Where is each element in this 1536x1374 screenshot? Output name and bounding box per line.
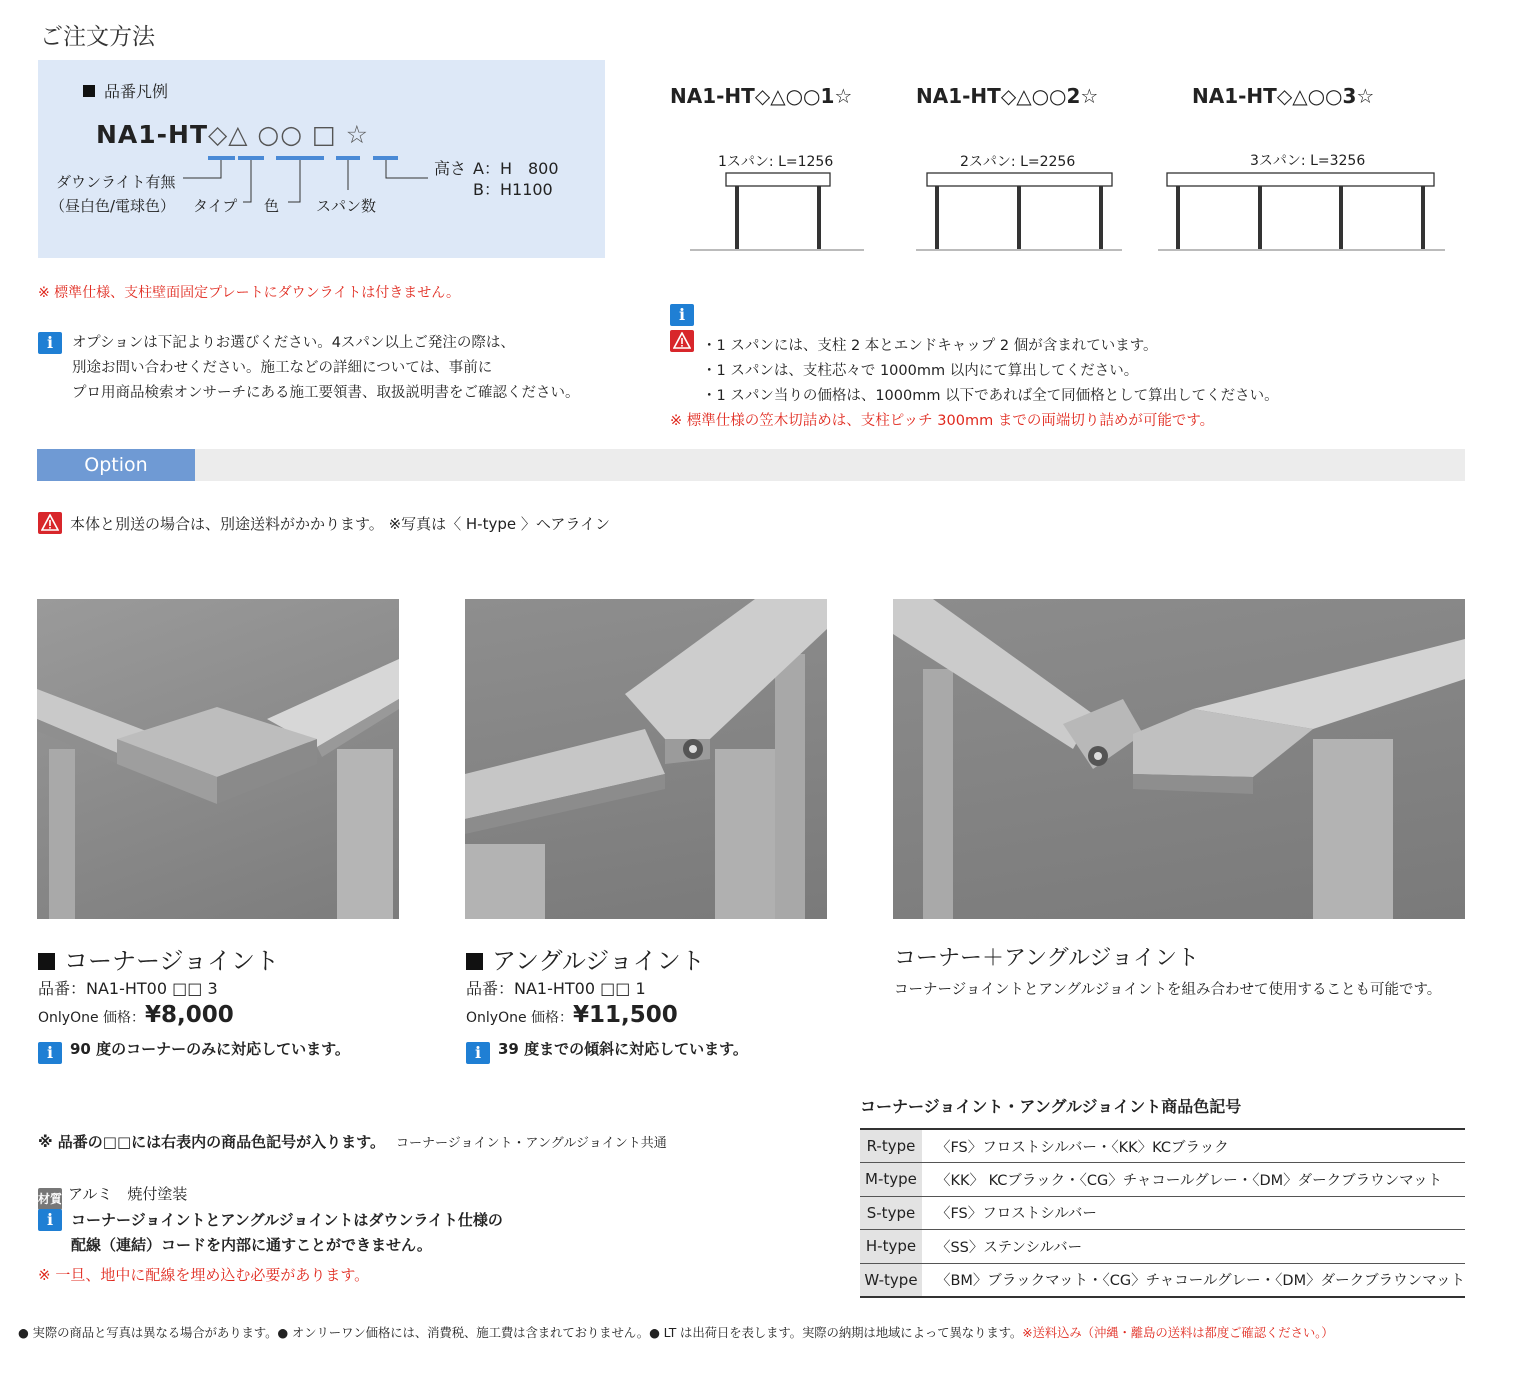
span-label-1: 1スパン: L=1256: [718, 154, 834, 170]
cord-note: ※ 一旦、地中に配線を埋め込む必要があります。: [38, 1266, 370, 1284]
legend-heading: 品番凡例: [83, 79, 168, 102]
type-cell: M-type: [860, 1163, 922, 1197]
type-cell: S-type: [860, 1196, 922, 1230]
legend-height-b: B：H1100: [473, 180, 553, 199]
angle-joint-info: i 39 度までの傾斜に対応しています。: [466, 1038, 748, 1064]
table-row: [860, 1129, 1465, 1163]
material-line: 材質 アルミ 焼付塗装: [38, 1183, 187, 1210]
warning-icon: [670, 330, 694, 352]
warning-icon: [38, 512, 62, 534]
span-code-1: NA1-HT◇△○○1☆: [670, 84, 853, 108]
info-icon: i: [38, 1042, 62, 1064]
angle-joint-price: OnlyOne 価格：¥11,500: [466, 1002, 678, 1028]
option-tab: Option: [37, 449, 195, 481]
info-icon: i: [466, 1042, 490, 1064]
info-icon: i: [38, 1209, 62, 1231]
table-row: [860, 1163, 1465, 1197]
angle-joint-code: 品番：NA1-HT00 □□ 1: [466, 979, 646, 998]
legend-label-downlight-sub: （昼白色/電球色）: [50, 197, 176, 215]
bullet-square: [38, 953, 55, 970]
span-notes: i ・1 スパンには、支柱 2 本とエンドキャップ 2 個が含まれています。 ・1 スパンは、支柱芯々で 1000mm 以内にて算出してください。 ・1 スパン当りの価格は、1000mm 以下であれば全て同価格として算出してください。 ※ 標準仕様の笠木切詰めは、支柱ピッチ 300mm までの両端切り詰めが可能です。: [670, 305, 1279, 429]
option-bar: [37, 449, 1465, 481]
span-label-3: 3スパン: L=3256: [1250, 153, 1366, 169]
span-code-3: NA1-HT◇△○○3☆: [1192, 84, 1375, 108]
type-cell: R-type: [860, 1129, 922, 1163]
legend-label-span: スパン数: [316, 197, 377, 215]
corner-angle-joint-desc: コーナージョイントとアングルジョイントを組み合わせて使用することも可能です。: [894, 982, 1442, 998]
span-diagram-2: [916, 173, 1122, 250]
angle-joint-photo: [465, 599, 827, 919]
span-diagram-1: [690, 173, 864, 250]
legend-label-type: タイプ: [193, 197, 238, 215]
table-row: [860, 1263, 1465, 1297]
legend-box: [38, 60, 605, 258]
type-cell: W-type: [860, 1263, 922, 1297]
type-cell: H-type: [860, 1230, 922, 1264]
info-icon: i: [38, 332, 62, 354]
bullet-square: [466, 953, 483, 970]
colors-cell: 〈FS〉フロストシルバー・〈KK〉KCブラック: [935, 1139, 1229, 1156]
material-icon: 材質: [38, 1188, 62, 1210]
colors-cell: 〈BM〉ブラックマット・〈CG〉チャコールグレー・〈DM〉ダークブラウンマット: [935, 1273, 1465, 1289]
corner-angle-joint-title: コーナー＋アングルジョイント: [894, 946, 1200, 971]
span-code-2: NA1-HT◇△○○2☆: [916, 84, 1099, 108]
color-table-title: コーナージョイント・アングルジョイント商品色記号: [860, 1097, 1242, 1116]
span-diagrams: [680, 165, 1460, 260]
legend-code: NA1-HT◇△ ○○ □ ☆: [96, 120, 369, 149]
legend-label-downlight: ダウンライト有無: [56, 173, 176, 191]
colors-cell: 〈FS〉フロストシルバー: [935, 1206, 1097, 1223]
corner-joint-code: 品番：NA1-HT00 □□ 3: [38, 979, 218, 998]
corner-joint-title: コーナージョイント: [38, 941, 279, 976]
colors-cell: 〈SS〉ステンシルバー: [935, 1239, 1083, 1256]
colors-cell: 〈KK〉 KCブラック・〈CG〉チャコールグレー・〈DM〉ダークブラウンマット: [935, 1172, 1443, 1189]
angle-joint-title: アングルジョイント: [466, 941, 705, 976]
footer-note: ● 実際の商品と写真は異なる場合があります。● オンリーワン価格には、消費税、施工費は含まれておりません。● LT は出荷日を表します。実際の納期は地域によって異なります。※送料込み（沖縄・離島の送料は都度ご確認ください。）: [18, 1325, 1334, 1340]
color-table: [860, 1128, 1465, 1298]
legend-label-height: 高さ: [434, 159, 467, 178]
option-warning: 本体と別送の場合は、別途送料がかかります。 ※写真は〈 H-type 〉ヘアライン: [38, 512, 610, 536]
corner-joint-photo: [37, 599, 399, 919]
code-note: ※ 品番の□□には右表内の商品色記号が入ります。 コーナージョイント・アングルジョイント共通: [38, 1133, 667, 1151]
span-diagram-3: [1158, 173, 1445, 250]
span-label-2: 2スパン: L=2256: [960, 154, 1076, 170]
info-icon: i: [670, 304, 694, 326]
table-row: [860, 1196, 1465, 1230]
cord-info: i コーナージョイントとアングルジョイントはダウンライト仕様の 配線（連結）コードを内部に通すことができません。: [38, 1208, 503, 1258]
corner-joint-info: i 90 度のコーナーのみに対応しています。: [38, 1038, 350, 1064]
legend-height-a: A：H 800: [473, 159, 559, 178]
page-title: ご注文方法: [40, 24, 155, 50]
corner-angle-joint-photo: [893, 599, 1465, 919]
option-info: i オプションは下記よりお選びください。4スパン以上ご発注の際は、 別途お問い合わせください。施工などの詳細については、事前に プロ用商品検索オンサーチにある施工要領書、取扱説明書をご確認ください。: [38, 331, 580, 406]
note-no-downlight: ※ 標準仕様、支柱壁面固定プレートにダウンライトは付きません。: [38, 285, 461, 301]
corner-joint-price: OnlyOne 価格：¥8,000: [38, 1002, 234, 1028]
legend-label-color: 色: [264, 197, 280, 215]
table-row: [860, 1230, 1465, 1264]
